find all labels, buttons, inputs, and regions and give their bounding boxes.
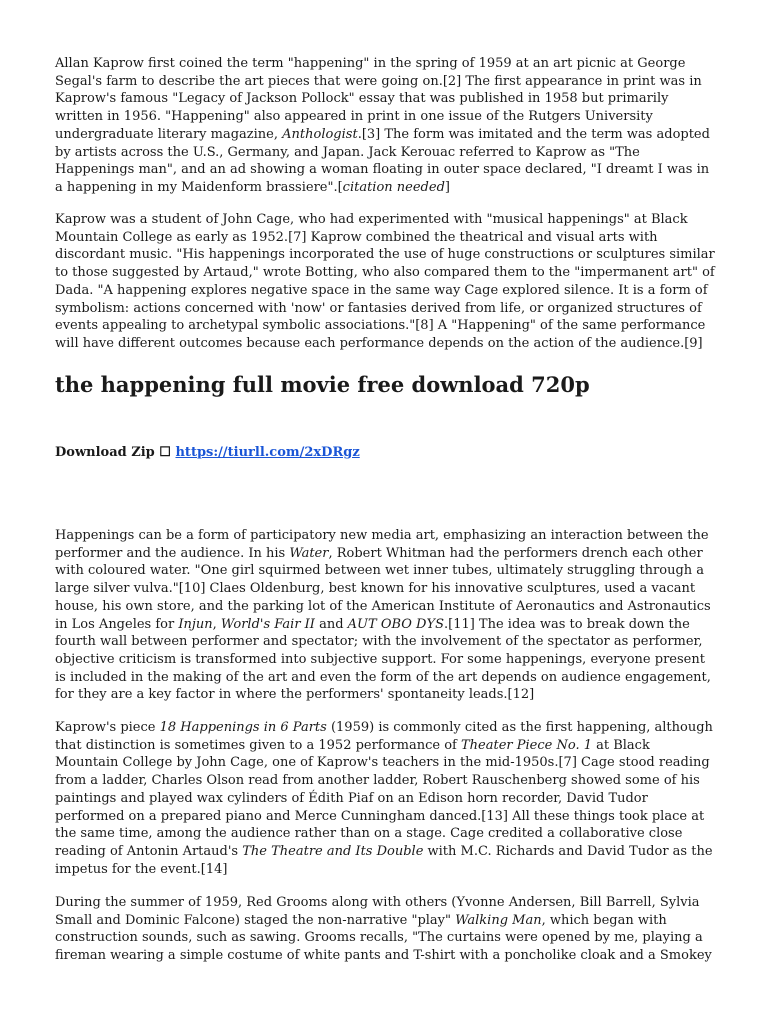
text-run: , which began with construction sounds, such as sawing. Grooms recalls, "The curtains were opened by me, playing a fireman wearing a simple costume of white pants and T-shirt with a poncholike cloak and a Smokey xyxy=(55,912,712,964)
italic-run: citation needed xyxy=(342,179,445,195)
paragraph-first-happening xyxy=(55,719,715,878)
text-run: at Black Mountain College by John Cage, one of Kaprow's teachers in the mid-1950s.[7] Cage stood reading from a ladder, Charles Olson read from another ladder, Robert Rauschenberg showed some of his paintings and played wax cylinders of Édith Piaf on an Edison horn recorder, David Tudor performed on a prepared piano and Merce Cunningham danced.[13] All these things took place at the same time, among the audience rather than on a stage. Cage credited a collaborative close reading of Antonin Artaud's xyxy=(55,737,710,859)
italic-run: Walking Man xyxy=(455,912,542,928)
paragraph-kaprow-cage xyxy=(55,211,715,353)
paragraph-origin-of-term xyxy=(55,55,715,197)
text-run: .[11] The idea was to break down the fourth wall between performer and spectator; with the involvement of the spectator as performer, objective criticism is transformed into subjective support. For some happenings, everyone present is included in the making of the art and even the form of the art depends on audience engagement, for they are a key factor in where the performers' spontaneity leads.[12] xyxy=(55,616,711,703)
paragraph-participatory-art xyxy=(55,527,715,704)
text-run: , xyxy=(212,616,221,632)
download-box-icon: ☐ xyxy=(159,445,171,460)
italic-run: Anthologist xyxy=(282,126,358,142)
text-run: Kaprow was a student of John Cage, who had experimented with "musical happenings" at Black Mountain College as early as 1952.[7] Kaprow combined the theatrical and visual arts with discordant music. "His happenings incorporated the use of huge constructions or sculptures similar to those suggested by Artaud," wrote Botting, who also compared them to the "impermanent art" of Dada. "A happening explores negative space in the same way Cage explored silence. It is a form of symbolism: actions concerned with 'now' or fantasies derived from life, or organized structures of events appealing to archetypal symbolic associations."[8] A "Happening" of the same performance will have different outcomes because each performance depends on the action of the audience.[9] xyxy=(55,212,715,351)
italic-run: Water xyxy=(289,545,329,561)
italic-run: Theater Piece No. 1 xyxy=(461,737,592,753)
text-run: , Robert Whitman had the performers drench each other with coloured water. "One girl squirmed between wet inner tubes, ultimately struggling through a large silver vulva."[10] Claes Oldenburg, best known for his innovative sculptures, used a vacant house, his own store, and the parking lot of the American Institute of Aeronautics and Astronautics in Los Angeles for xyxy=(55,545,711,632)
text-run: (1959) is commonly cited as the first happening, although that distinction is sometimes given to a 1952 performance of xyxy=(55,720,713,753)
download-line xyxy=(55,444,360,462)
download-label: Download Zip xyxy=(55,445,155,460)
text-run: ] xyxy=(444,179,450,195)
italic-run: Injun xyxy=(178,616,213,632)
text-run: Happenings can be a form of participatory new media art, emphasizing an interaction between the performer and the audience. In his xyxy=(55,528,709,561)
text-run: .[3] The form was imitated and the term was adopted by artists across the U.S., Germany, and Japan. Jack Kerouac referred to Kaprow as "The Happenings man", and an ad showing a woman floating in outer space declared, "I dreamt I was in a happening in my Maidenform brassiere".[ xyxy=(55,126,710,195)
italic-run: World's Fair II xyxy=(220,616,315,632)
text-run: and xyxy=(314,616,348,632)
italic-run: 18 Happenings in 6 Parts xyxy=(159,720,327,735)
italic-run: The Theatre and Its Double xyxy=(242,843,424,859)
page-heading: the happening full movie free download 720p xyxy=(55,372,590,397)
text-run: with M.C. Richards and David Tudor as the impetus for the event.[14] xyxy=(55,843,713,877)
italic-run: AUT OBO DYS xyxy=(347,616,444,632)
text-run: During the summer of 1959, Red Grooms along with others (Yvonne Andersen, Bill Barrell, Sylvia Small and Dominic Falcone) staged the non-narrative "play" xyxy=(55,895,700,928)
text-run: Kaprow's piece xyxy=(55,720,160,735)
paragraph-red-grooms xyxy=(55,894,715,965)
download-link[interactable]: https://tiurll.com/2xDRgz xyxy=(175,445,360,460)
text-run: Allan Kaprow first coined the term "happening" in the spring of 1959 at an art picnic at George Segal's farm to describe the art pieces that were going on.[2] The first appearance in print was in Kaprow's famous "Legacy of Jackson Pollock" essay that was published in 1958 but primarily written in 1956. "Happening" also appeared in print in one issue of the Rutgers University undergraduate literary magazine, xyxy=(55,56,702,142)
